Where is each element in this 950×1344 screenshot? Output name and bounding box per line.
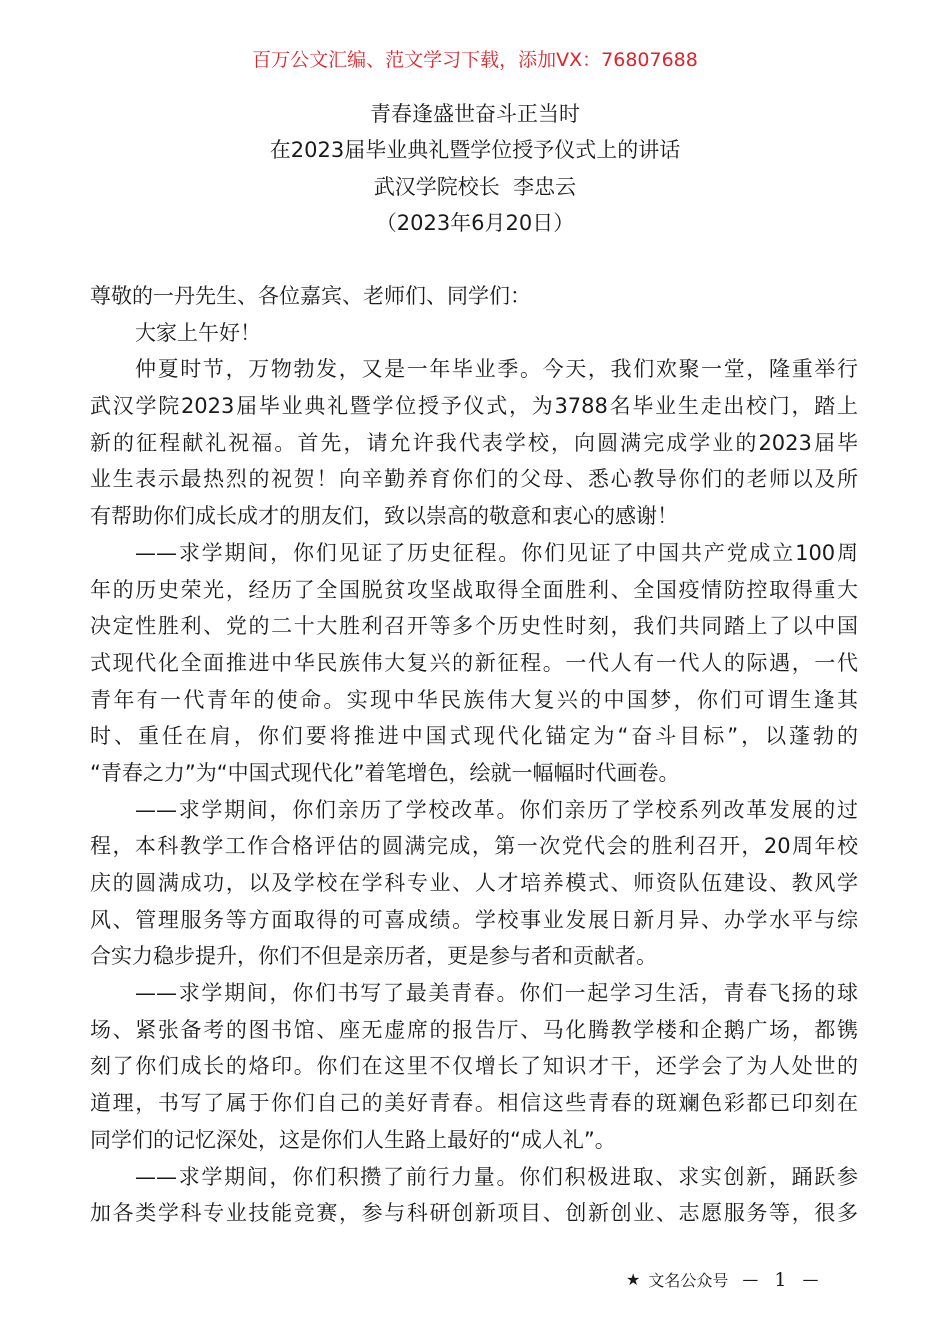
footer-dash-right: — — [802, 1270, 819, 1289]
text-line: “青春之力”为“中国式现代化”着笔增色，绘就一幅幅时代画卷。 — [90, 760, 680, 785]
paragraph — [90, 278, 858, 315]
text-line: ——求学期间，你们见证了历史征程。你们见证了中国共产党成立100周 — [135, 540, 858, 565]
text-line: ——求学期间，你们积攒了前行力量。你们积极进取、求实创新，踊跃参 — [135, 1164, 858, 1189]
paragraph — [90, 975, 858, 1158]
footer-dash-left: — — [742, 1270, 759, 1289]
text-line: 同学们的记忆深处，这是你们人生路上最好的“成人礼”。 — [90, 1127, 616, 1152]
text-line: 场、紧张备考的图书馆、座无虚席的报告厅、马化腾教学楼和企鹅广场，都镌 — [90, 1017, 858, 1042]
text-line: 武汉学院2023届毕业典礼暨学位授予仪式，为3788名毕业生走出校门，踏上 — [90, 394, 858, 419]
title-date: （2023年6月20日） — [375, 211, 575, 236]
text-line: 年的历史荣光，经历了全国脱贫攻坚战取得全面胜利、全国疫情防控取得重大 — [90, 577, 858, 602]
title-speaker: 武汉学院校长 李忠云 — [373, 174, 577, 199]
text-line: 刻了你们成长的烙印。你们在这里不仅增长了知识才干，还学会了为人处世的 — [90, 1054, 858, 1079]
document-title-block — [0, 96, 950, 242]
star-icon: ★ — [626, 1270, 641, 1289]
page-footer — [626, 1268, 818, 1291]
text-line: 式现代化全面推进中华民族伟大复兴的新征程。一代人有一代人的际遇，一代 — [90, 650, 858, 675]
text-line: 加各类学科专业技能竞赛，参与科研创新项目、创新创业、志愿服务等，很多 — [90, 1201, 858, 1226]
text-line: 道理，书写了属于你们自己的美好青春。相信这些青春的斑斓色彩都已印刻在 — [90, 1091, 858, 1116]
text-line: ——求学期间，你们书写了最美青春。你们一起学习生活，青春飞扬的球 — [135, 981, 858, 1006]
paragraph — [90, 351, 858, 534]
text-line: 有帮助你们成长成才的朋友们，致以崇高的敬意和衷心的感谢！ — [90, 504, 678, 529]
document-body — [90, 278, 858, 1232]
footer-label: 文名公众号 — [648, 1271, 729, 1290]
text-line: 仲夏时节，万物勃发，又是一年毕业季。今天，我们欢聚一堂，隆重举行 — [135, 357, 858, 382]
paragraph — [90, 1159, 858, 1232]
text-line: 程，本科教学工作合格评估的圆满完成，第一次党代会的胜利召开，20周年校 — [90, 834, 858, 859]
text-line: 新的征程献礼祝福。首先，请允许我代表学校，向圆满完成学业的2023届毕 — [90, 430, 858, 455]
text-line: 合实力稳步提升，你们不但是亲历者，更是参与者和贡献者。 — [90, 944, 657, 969]
paragraph — [90, 315, 858, 352]
text-line: ——求学期间，你们亲历了学校改革。你们亲历了学校系列改革发展的过 — [135, 797, 858, 822]
text-line: 大家上午好！ — [135, 320, 261, 345]
text-line: 尊敬的一丹先生、各位嘉宾、老师们、同学们： — [90, 284, 531, 308]
text-line: 风、管理服务等方面取得的可喜成绩。学校事业发展日新月异、办学水平与综 — [90, 907, 858, 932]
watermark-banner: 百万公文汇编、范文学习下载，添加VX：76807688 — [252, 49, 698, 71]
paragraph — [90, 792, 858, 975]
text-line: 时、重任在肩，你们要将推进中国式现代化锚定为“奋斗目标”，以蓬勃的 — [90, 724, 858, 749]
paragraph — [90, 535, 858, 792]
page-number: 1 — [774, 1268, 787, 1291]
title-main: 青春逢盛世奋斗正当时 — [370, 102, 580, 126]
text-line: 庆的圆满成功，以及学校在学科专业、人才培养模式、师资队伍建设、教风学 — [90, 871, 858, 895]
text-line: 决定性胜利、党的二十大胜利召开等多个历史性时刻，我们共同踏上了以中国 — [90, 614, 858, 639]
text-line: 青年有一代青年的使命。实现中华民族伟大复兴的中国梦，你们可谓生逢其 — [90, 687, 858, 712]
title-subtitle: 在2023届毕业典礼暨学位授予仪式上的讲话 — [269, 138, 681, 163]
text-line: 业生表示最热烈的祝贺！向辛勤养育你们的父母、悉心教导你们的老师以及所 — [90, 467, 858, 492]
